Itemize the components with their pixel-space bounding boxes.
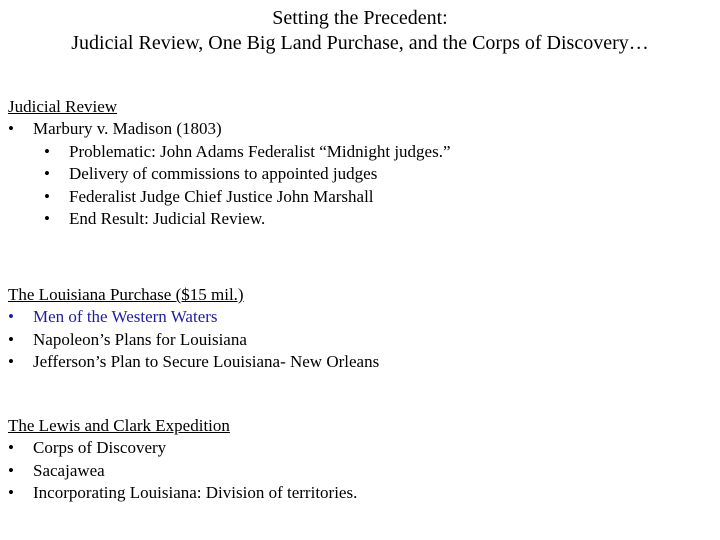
slide-title bbox=[0, 6, 720, 56]
section-louisiana-purchase bbox=[8, 284, 379, 374]
list-item bbox=[8, 351, 379, 374]
item-text: End Result: Judicial Review. bbox=[69, 209, 266, 228]
title-line-2: Judicial Review, One Big Land Purchase, and the Corps of Discovery… bbox=[71, 32, 649, 54]
section-heading bbox=[8, 284, 379, 306]
list-item bbox=[8, 118, 451, 141]
item-text: Problematic: John Adams Federalist “Midnight judges.” bbox=[69, 141, 451, 161]
list-item bbox=[8, 306, 379, 329]
title-line-1: Setting the Precedent: bbox=[272, 7, 448, 29]
item-text: Sacajawea bbox=[33, 460, 105, 480]
item-text: Incorporating Louisiana: Division of territories. bbox=[33, 483, 358, 502]
list-item bbox=[8, 163, 451, 186]
item-text: Marbury v. Madison (1803) bbox=[33, 119, 222, 138]
item-text: Federalist Judge Chief Justice John Marshall bbox=[69, 186, 374, 206]
item-text: Men of the Western Waters bbox=[33, 307, 218, 326]
list-item bbox=[8, 482, 357, 505]
bullet-icon: • bbox=[44, 209, 50, 228]
section-heading: Judicial Review bbox=[8, 97, 118, 116]
bullet-icon: • bbox=[44, 186, 50, 206]
bullet-icon: • bbox=[8, 460, 14, 480]
heading-text: The Louisiana Purchase bbox=[8, 285, 176, 304]
bullet-icon: • bbox=[8, 352, 14, 371]
list-item bbox=[8, 186, 451, 209]
bullet-icon: • bbox=[8, 119, 14, 138]
list-item bbox=[8, 437, 357, 460]
list-item bbox=[8, 329, 379, 352]
section-judicial-review bbox=[8, 96, 451, 231]
heading-suffix: ($15 mil.) bbox=[175, 285, 244, 304]
section-heading: The Lewis and Clark Expedition bbox=[8, 416, 230, 435]
item-text: Corps of Discovery bbox=[33, 438, 167, 457]
list-item bbox=[8, 141, 451, 164]
bullet-icon: • bbox=[8, 438, 14, 457]
item-text: Delivery of commissions to appointed judges bbox=[69, 164, 378, 183]
list-item bbox=[8, 208, 451, 231]
bullet-icon: • bbox=[44, 141, 50, 161]
item-text: Napoleon’s Plans for Louisiana bbox=[33, 329, 247, 349]
list-item bbox=[8, 460, 357, 483]
bullet-icon: • bbox=[8, 483, 14, 502]
bullet-icon: • bbox=[8, 329, 14, 349]
item-text: Jefferson’s Plan to Secure Louisiana- New Orleans bbox=[33, 352, 380, 371]
bullet-icon: • bbox=[8, 307, 14, 326]
bullet-icon: • bbox=[44, 164, 50, 183]
section-lewis-and-clark bbox=[8, 415, 357, 505]
